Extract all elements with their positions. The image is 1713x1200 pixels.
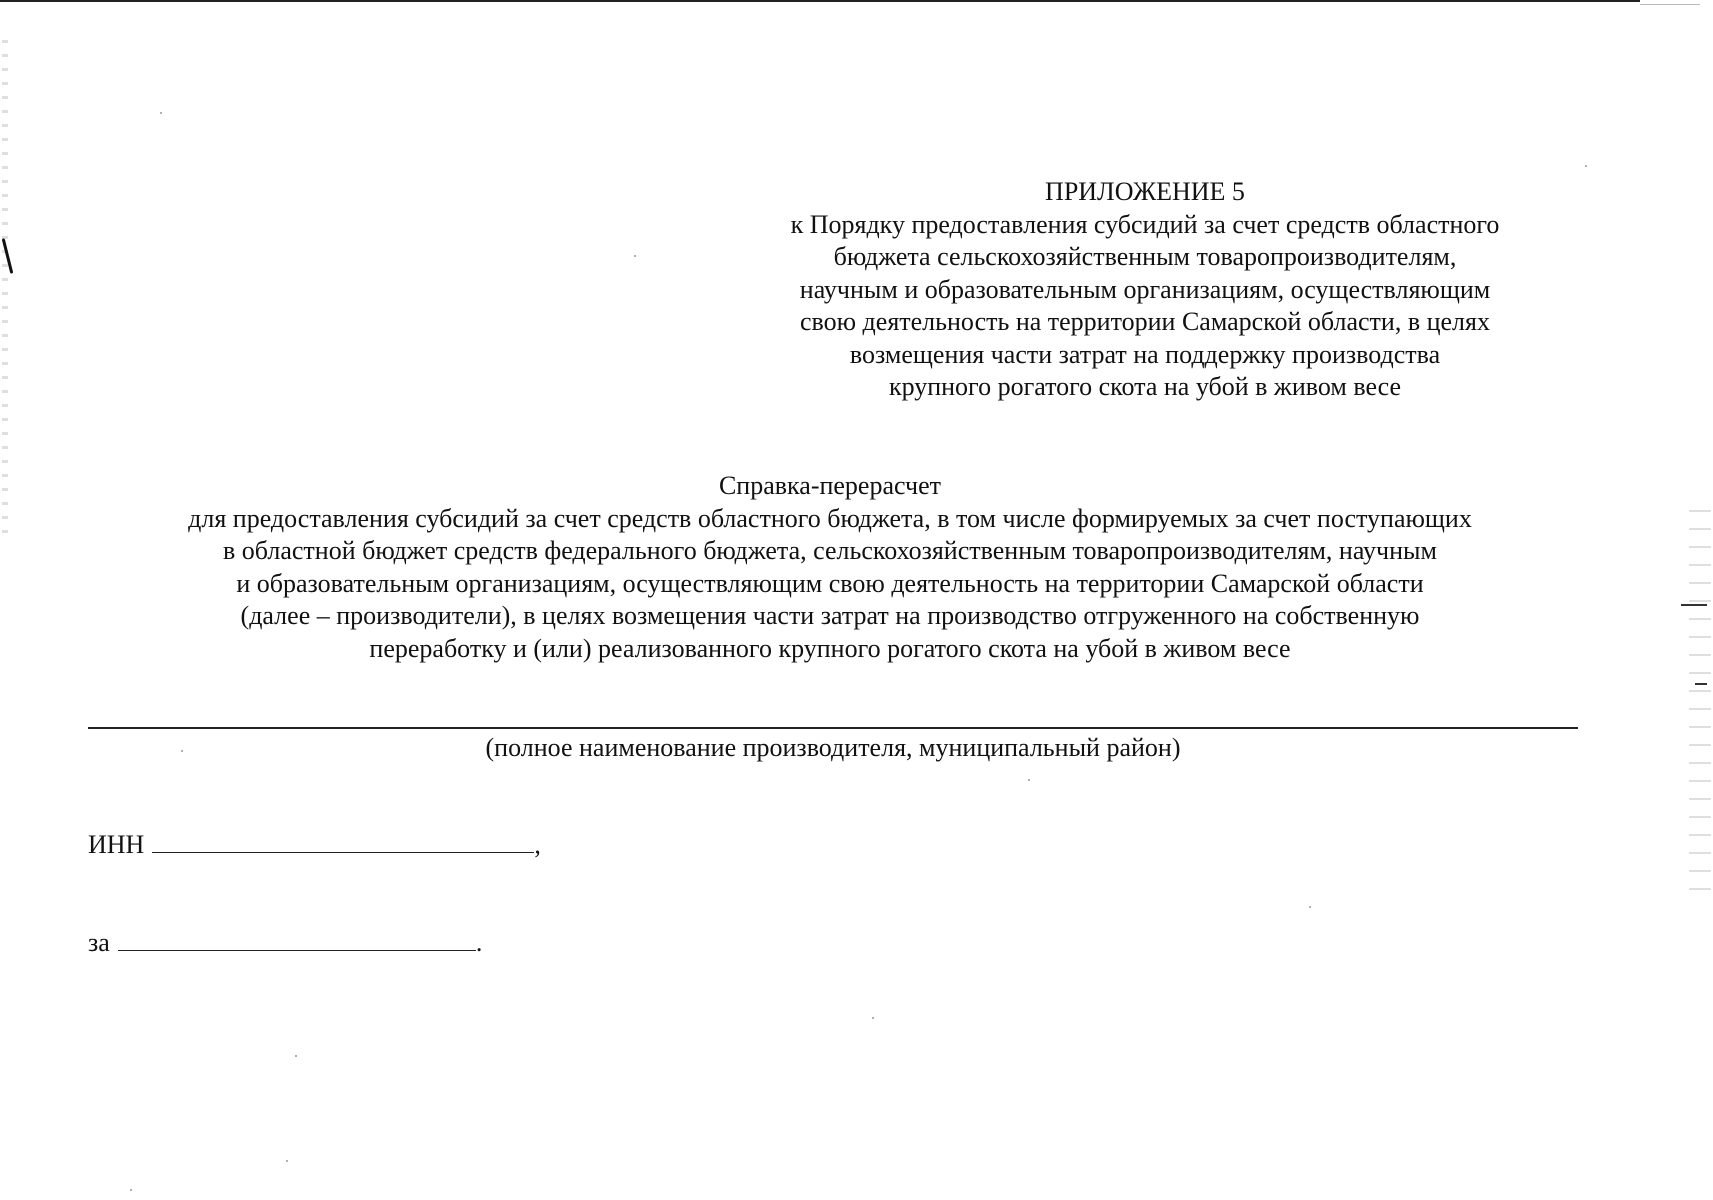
top-border-line xyxy=(0,0,1640,2)
period-label: за xyxy=(88,928,110,957)
document-heading xyxy=(80,470,1580,665)
scan-edge-artifact-right xyxy=(1689,510,1711,890)
appendix-line: свою деятельность на территории Самарской области, в целях xyxy=(799,307,1490,336)
document-subtitle-line: и образовательным организациям, осуществляющим свою деятельность на территории Самарской области xyxy=(236,568,1424,598)
scan-speck xyxy=(1585,165,1587,167)
appendix-line: к Порядку предоставления субсидий за счет средств областного xyxy=(790,209,1500,239)
scan-speck xyxy=(181,750,183,752)
scan-speck xyxy=(1028,779,1030,781)
scan-speck xyxy=(1309,906,1311,908)
document-subtitle-line: (далее – производители), в целях возмещения части затрат на производство отгруженного на собственную xyxy=(240,601,1420,630)
scan-edge-artifact-left xyxy=(2,40,8,540)
inn-label: ИНН xyxy=(88,830,145,859)
document-subtitle-line: переработку и (или) реализованного крупного рогатого скота на убой в живом весе xyxy=(369,633,1291,663)
period-blank[interactable] xyxy=(118,926,476,951)
inn-blank[interactable] xyxy=(152,828,534,853)
scan-mark-right xyxy=(1695,683,1707,685)
scan-speck xyxy=(634,255,636,257)
scan-speck xyxy=(160,112,162,114)
scan-speck xyxy=(872,1017,874,1019)
appendix-title: ПРИЛОЖЕНИЕ 5 xyxy=(1045,177,1245,206)
scan-mark-right xyxy=(1681,604,1707,606)
producer-name-caption: (полное наименование производителя, муниципальный район) xyxy=(485,733,1181,762)
document-title: Справка-перерасчет xyxy=(718,471,942,500)
appendix-line: крупного рогатого скота на убой в живом весе xyxy=(888,372,1402,401)
period-suffix: . xyxy=(475,928,483,957)
appendix-line: бюджета сельскохозяйственным товаропроизводителям, xyxy=(833,242,1457,271)
document-subtitle-line: для предоставления субсидий за счет средств областного бюджета, в том числе формируемых за счет поступающих xyxy=(188,503,1472,533)
inn-field xyxy=(88,828,541,861)
document-subtitle-line: в областной бюджет средств федерального бюджета, сельскохозяйственным товаропроизводителям, научным xyxy=(223,536,1437,565)
scan-speck xyxy=(286,1160,288,1162)
scan-speck xyxy=(295,1055,297,1057)
appendix-block xyxy=(730,176,1560,404)
producer-name-blank[interactable] xyxy=(88,727,1578,729)
period-field xyxy=(88,926,482,959)
inn-suffix: , xyxy=(534,830,541,859)
scan-speck xyxy=(130,1189,132,1191)
top-border-line-faint xyxy=(1640,4,1700,5)
appendix-line: научным и образовательным организациям, осуществляющим xyxy=(799,274,1491,304)
appendix-line: возмещения части затрат на поддержку производства xyxy=(849,339,1441,369)
